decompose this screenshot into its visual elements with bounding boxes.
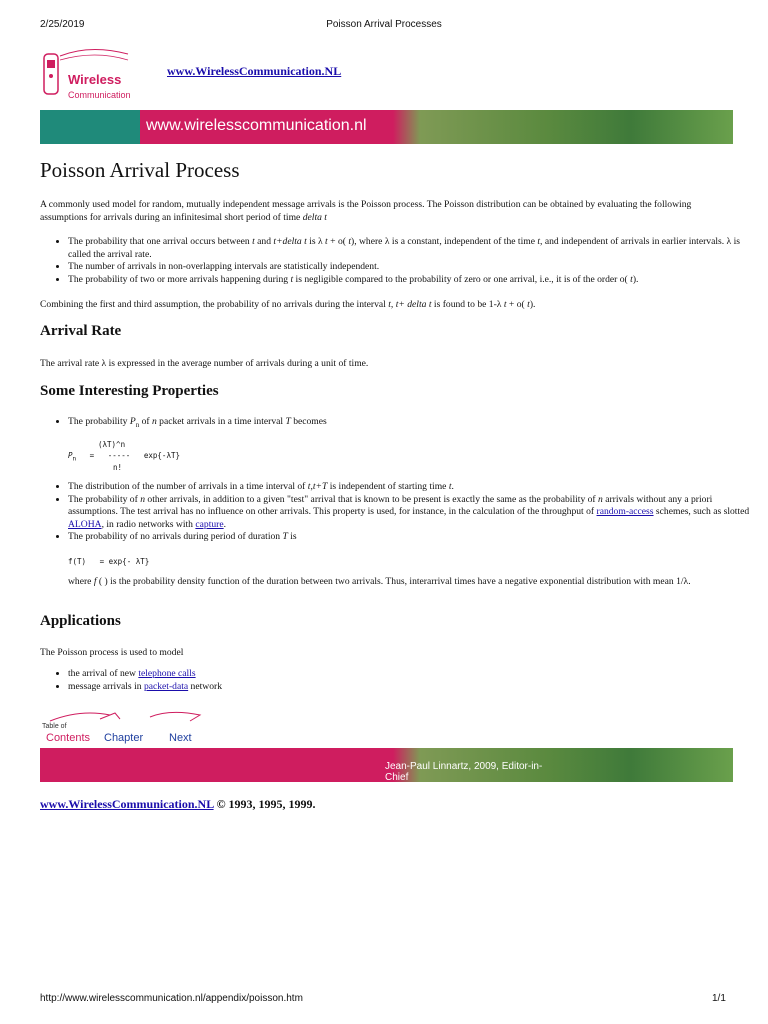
chapter-button[interactable]: Chapter (104, 732, 144, 744)
print-date: 2/25/2019 (40, 19, 85, 30)
print-title: Poisson Arrival Processes (326, 19, 442, 30)
properties-list-1 (40, 416, 758, 431)
random-access-link[interactable]: random-access (596, 506, 654, 517)
packet-data-link[interactable]: packet-data (143, 680, 189, 692)
banner-editor-text: Jean-Paul Linnartz, 2009, Editor-in-Chief (385, 761, 543, 782)
exp-formula: f(T) = exp{- λT} (68, 557, 150, 566)
banner-graphic-left (40, 110, 140, 144)
toc-small-label: Table of (42, 723, 67, 730)
aloha-link[interactable]: ALOHA (68, 518, 102, 530)
intro-paragraph (40, 198, 730, 224)
applications-heading: Applications (40, 613, 121, 629)
list-item: • The probability of n other arrivals, in addition to a given "test" arrival that is known to be present is exactly the same as the probability of n arrivals without any a priori assumptions. The test arrival has no influence on other arrivals. This property is used, for instance, in the calculation of the throughput of random-access schemes, such as slotted ALOHA, in radio networks with capture. (68, 494, 758, 532)
logo-line1: Wireless (68, 72, 122, 87)
arrival-rate-heading: Arrival Rate (40, 323, 122, 339)
toc-button[interactable]: Contents (46, 732, 91, 744)
nav-arrows-icon (40, 707, 220, 727)
banner-url-text: www.wirelesscommunication.nl (146, 117, 367, 134)
bottom-copyright: www.WirelessCommunication.NL © 1993, 1995, 1999. (40, 797, 316, 811)
intro-text: A commonly used model for random, mutually independent message arrivals is the Poisson process. The Poisson distribution can be obtained by evaluating the following assumptions for arrivals during an infinitesimal short period of time (40, 199, 692, 223)
capture-link[interactable]: capture (195, 518, 224, 530)
properties-list-2 (40, 481, 758, 544)
intro-em: delta t (302, 212, 327, 223)
list-item: • the arrival of new telephone calls (68, 668, 758, 681)
combining-paragraph: Combining the first and third assumption, the probability of no arrivals during the interval t, t+ delta t is found to be 1-λ t + o( t). (40, 299, 536, 310)
print-page-number: 1/1 (712, 993, 726, 1004)
list-item: • message arrivals in packet-data network (68, 681, 758, 694)
bottom-banner (40, 748, 733, 782)
print-url: http://www.wirelesscommunication.nl/appendix/poisson.htm (40, 993, 303, 1004)
logo-line2: Communication (68, 90, 131, 100)
bottom-site-link[interactable]: www.WirelessCommunication.NL (40, 797, 214, 811)
banner-graphic-right (393, 110, 733, 144)
navigation-bar (40, 707, 220, 747)
telephone-calls-link[interactable]: telephone calls (138, 668, 196, 679)
applications-intro: The Poisson process is used to model (40, 647, 184, 658)
page-title: Poisson Arrival Process (40, 158, 240, 182)
applications-list (40, 668, 758, 693)
where-paragraph: where f ( ) is the probability density function of the duration between two arrivals. Thus, interarrival times have a negative exponential distribution with mean 1/λ. (68, 576, 691, 587)
properties-heading: Some Interesting Properties (40, 383, 219, 399)
top-site-link[interactable]: www.WirelessCommunication.NL (167, 64, 342, 78)
list-item: • The probability of two or more arrivals happening during t is negligible compared to the probability of zero or one arrival, i.e., it is of the order o( t). (68, 274, 758, 287)
assumptions-list (40, 236, 758, 286)
list-item: • The probability of no arrivals during period of duration T is (68, 531, 758, 544)
top-banner (40, 110, 733, 144)
list-item: • The distribution of the number of arrivals in a time interval of t,t+T is independent of starting time t. (68, 481, 758, 494)
list-item: • The probability that one arrival occurs between t and t+delta t is λ t + o( t), where λ is a constant, independent of the time t, and independent of arrivals in earlier intervals. λ is called the arrival rate. (68, 236, 758, 261)
next-button[interactable]: Next (169, 732, 192, 744)
list-item: • The probability $P_n$ of n packet arrivals in a time interval T becomes (68, 416, 758, 431)
wireless-logo[interactable] (40, 44, 132, 108)
arrival-rate-text: The arrival rate λ is expressed in the average number of arrivals during a unit of time. (40, 358, 369, 369)
list-item: • The number of arrivals in non-overlapping intervals are statistically independent. (68, 261, 758, 274)
